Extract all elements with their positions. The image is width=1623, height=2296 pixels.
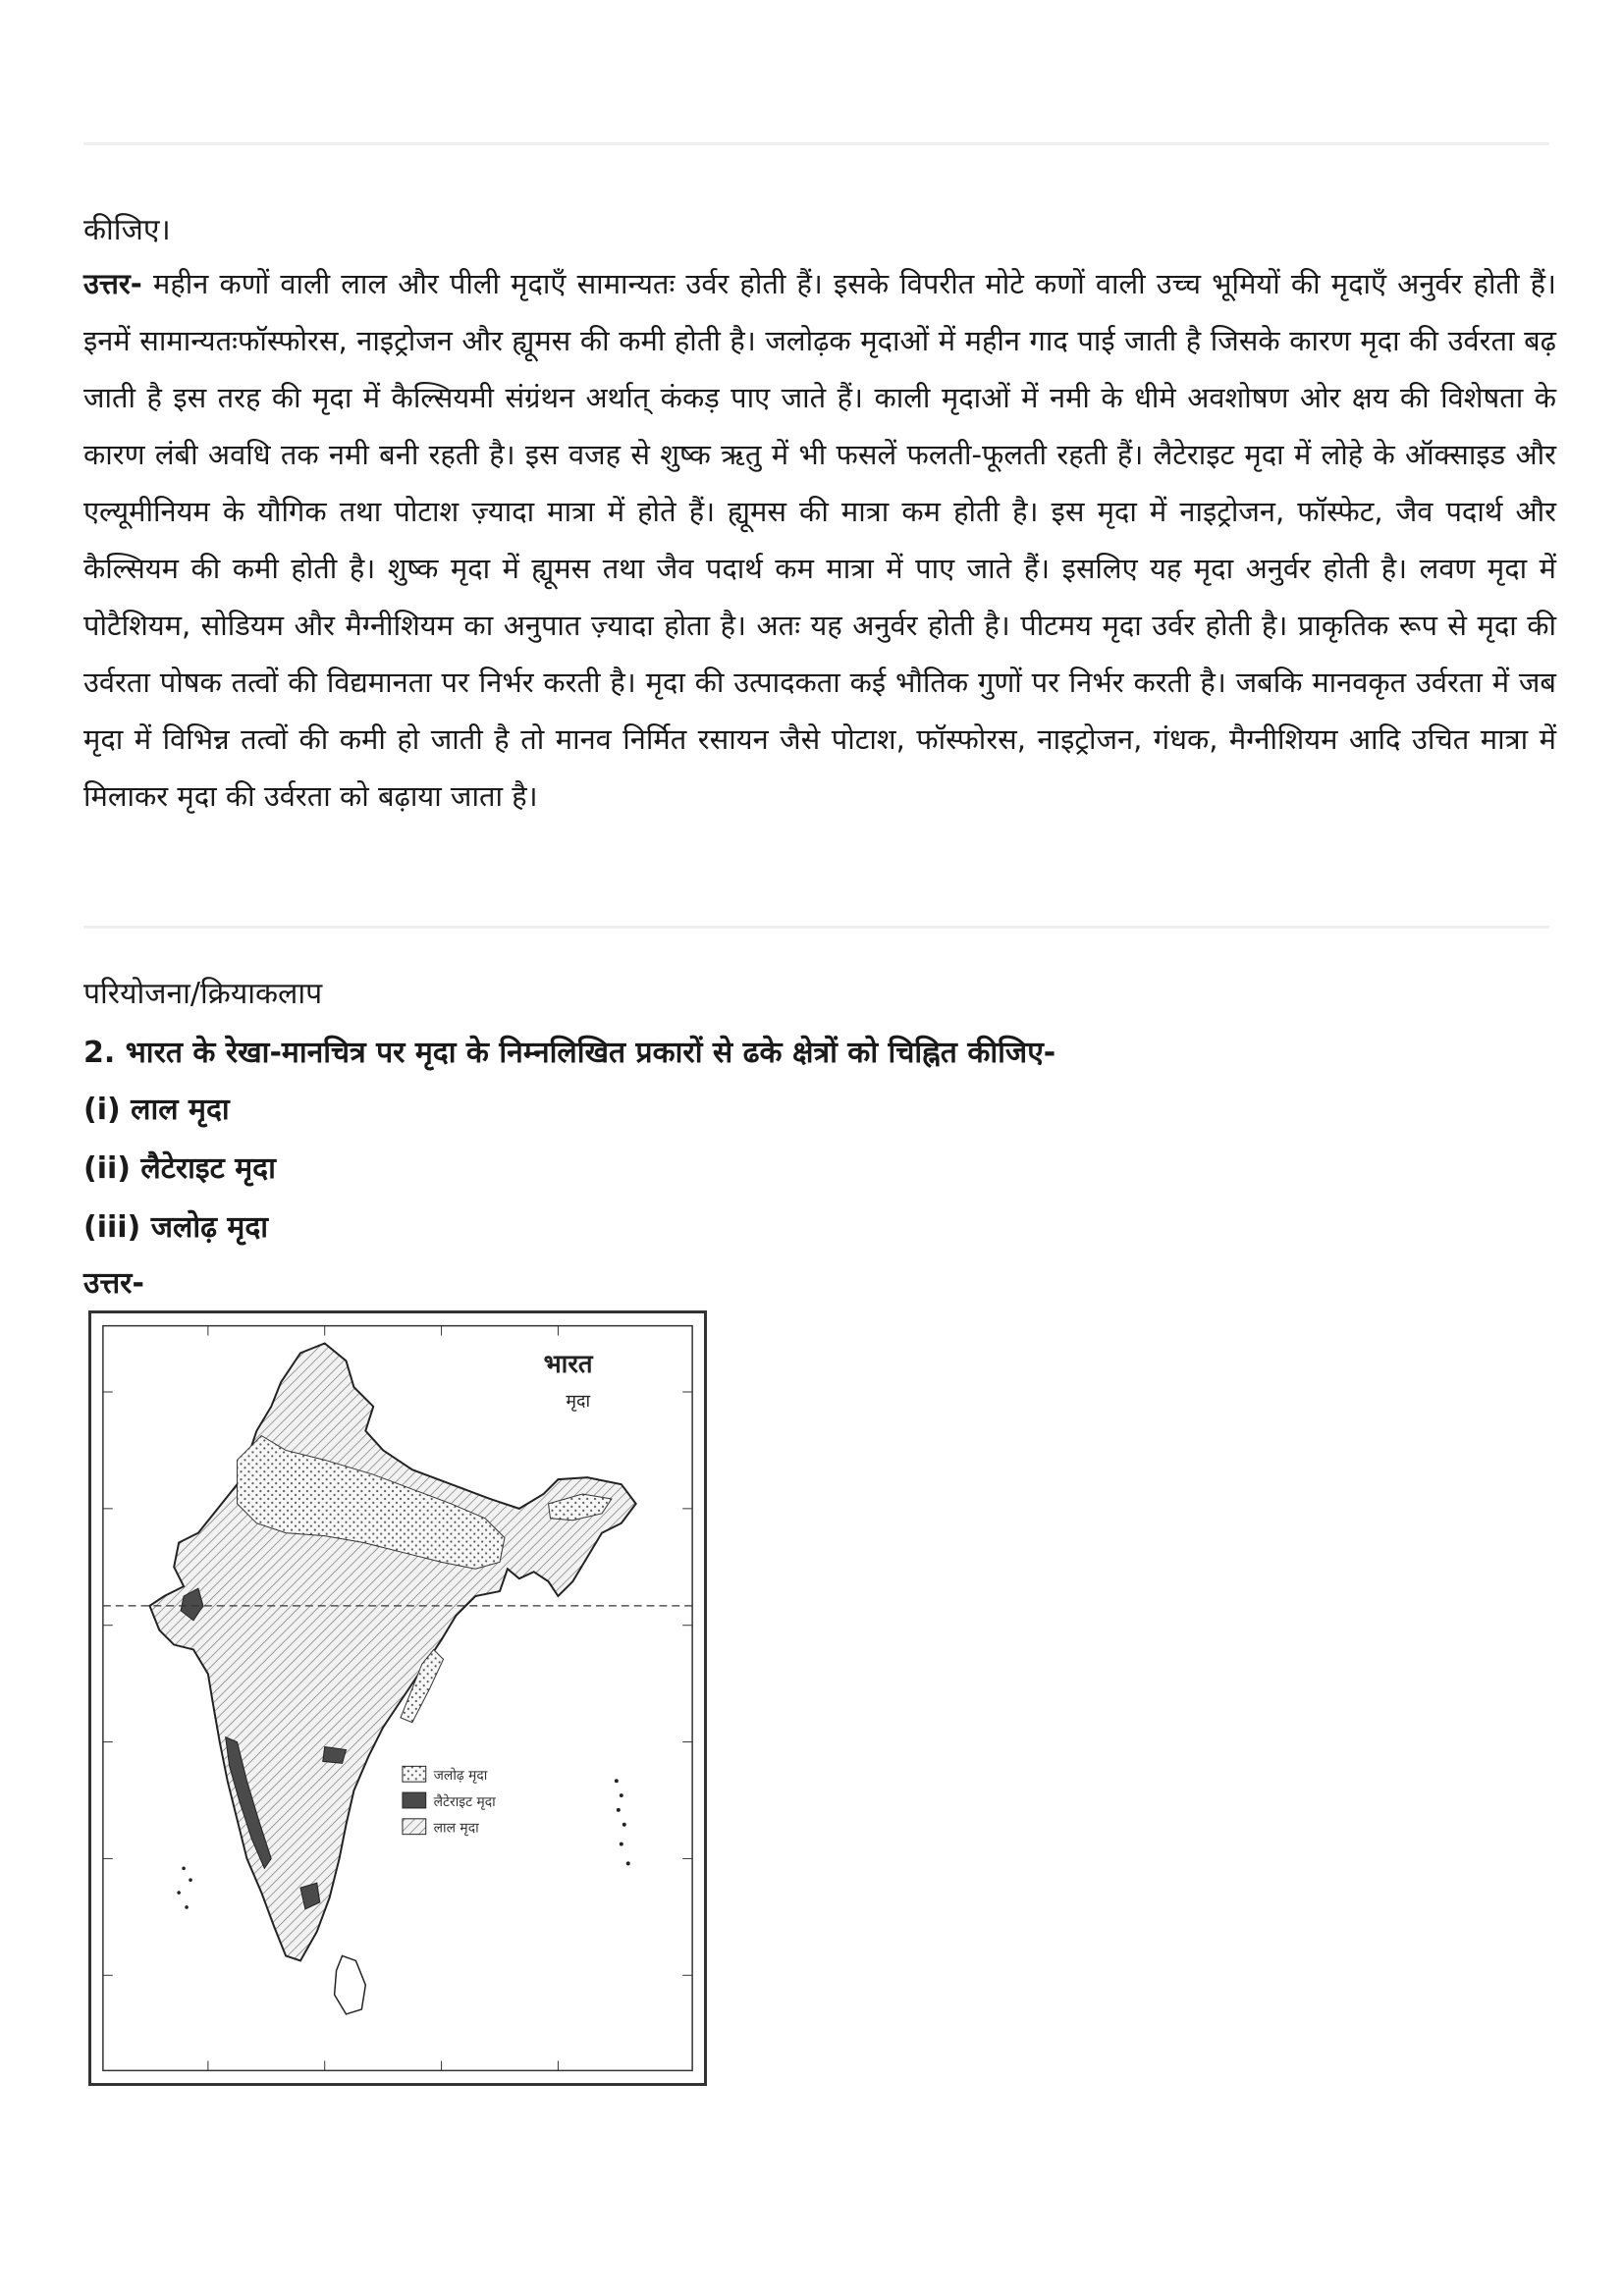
- legend-label-laterite: लैटेराइट मृदा: [433, 1793, 496, 1810]
- legend-swatch-laterite: [403, 1792, 426, 1808]
- andaman-islands: [615, 1779, 630, 1865]
- legend-label-alluvial: जलोढ़ मृदा: [433, 1768, 488, 1785]
- laterite-east: [323, 1747, 347, 1764]
- legend-swatch-red: [403, 1819, 426, 1835]
- question-text: 2. भारत के रेखा-मानचित्र पर मृदा के निम्नलिखित प्रकारों से ढके क्षेत्रों को चिह्नित कीजिए-: [83, 1036, 1056, 1070]
- map-legend: [403, 1766, 496, 1836]
- sri-lanka: [335, 1955, 366, 2013]
- answer-intro: कीजिए।: [83, 213, 171, 247]
- map-title: भारत: [543, 1350, 593, 1380]
- answer-label: उत्तर-: [83, 267, 142, 300]
- project-heading: परियोजना/क्रियाकलाप: [83, 977, 323, 1011]
- india-soil-map: [88, 1310, 707, 2086]
- answer-label-2: उत्तर-: [83, 1266, 144, 1301]
- answer-paragraph: [83, 255, 1556, 825]
- option-red-soil: (i) लाल मृदा: [83, 1093, 230, 1127]
- legend-swatch-alluvial: [403, 1766, 426, 1782]
- india-outline: [149, 1343, 635, 1960]
- map-subtitle: मृदा: [566, 1390, 591, 1412]
- option-laterite-soil: (ii) लैटेराइट मृदा: [83, 1151, 276, 1186]
- top-divider: [83, 142, 1549, 145]
- answer-text: महीन कणों वाली लाल और पीली मृदाएँ सामान्यतः उर्वर होती हैं। इसके विपरीत मोटे कणों वाली उच्च भूमियों की मृदाएँ अनुर्वर होती हैं। इनमें सामान्यतःफॉस्फोरस, नाइट्रोजन और ह्यूमस की कमी होती है। जलोढ़क मृदाओं में महीन गाद पाई जाती है जिसके कारण मृदा की उर्वरता बढ़ जाती है इस तरह की मृदा में कैल्सियमी संग्रंथन अर्थात् कंकड़ पाए जाते हैं। काली मृदाओं में नमी के धीमे अवशोषण ओर क्षय की विशेषता के कारण लंबी अवधि तक नमी बनी रहती है। इस वजह से शुष्क ऋतु में भी फसलें फलती-फूलती रहती हैं। लैटेराइट मृदा में लोहे के ऑक्साइड और एल्यूमीनियम के यौगिक तथा पोटाश ज़्यादा मात्रा में होते हैं। ह्यूमस की मात्रा कम होती है। इस मृदा में नाइट्रोजन, फॉस्फेट, जैव पदार्थ और कैल्सियम की कमी होती है। शुष्क मृदा में ह्यूमस तथा जैव पदार्थ कम मात्रा में पाए जाते हैं। इसलिए यह मृदा अनुर्वर होती है। लवण मृदा में पोटैशियम, सोडियम और मैग्नीशियम का अनुपात ज़्यादा होता है। अतः यह अनुर्वर होती है। पीटमय मृदा उर्वर होती है। प्राकृतिक रूप से मृदा की उर्वरता पोषक तत्वों की विद्यमानता पर निर्भर करती है। मृदा की उत्पादकता कई भौतिक गुणों पर निर्भर करती है। जबकि मानवकृत उर्वरता में जब मृदा में विभिन्न तत्वों की कमी हो जाती है तो मानव निर्मित रसायन जैसे पोटाश, फॉस्फोरस, नाइट्रोजन, गंधक, मैग्नीशियम आदि उचित मात्रा में मिलाकर मृदा की उर्वरता को बढ़ाया जाता है।: [83, 267, 1557, 813]
- middle-divider: [83, 926, 1549, 929]
- legend-label-red: लाल मृदा: [433, 1820, 479, 1837]
- lakshadweep-islands: [177, 1867, 191, 1909]
- option-alluvial-soil: (iii) जलोढ़ मृदा: [83, 1210, 269, 1245]
